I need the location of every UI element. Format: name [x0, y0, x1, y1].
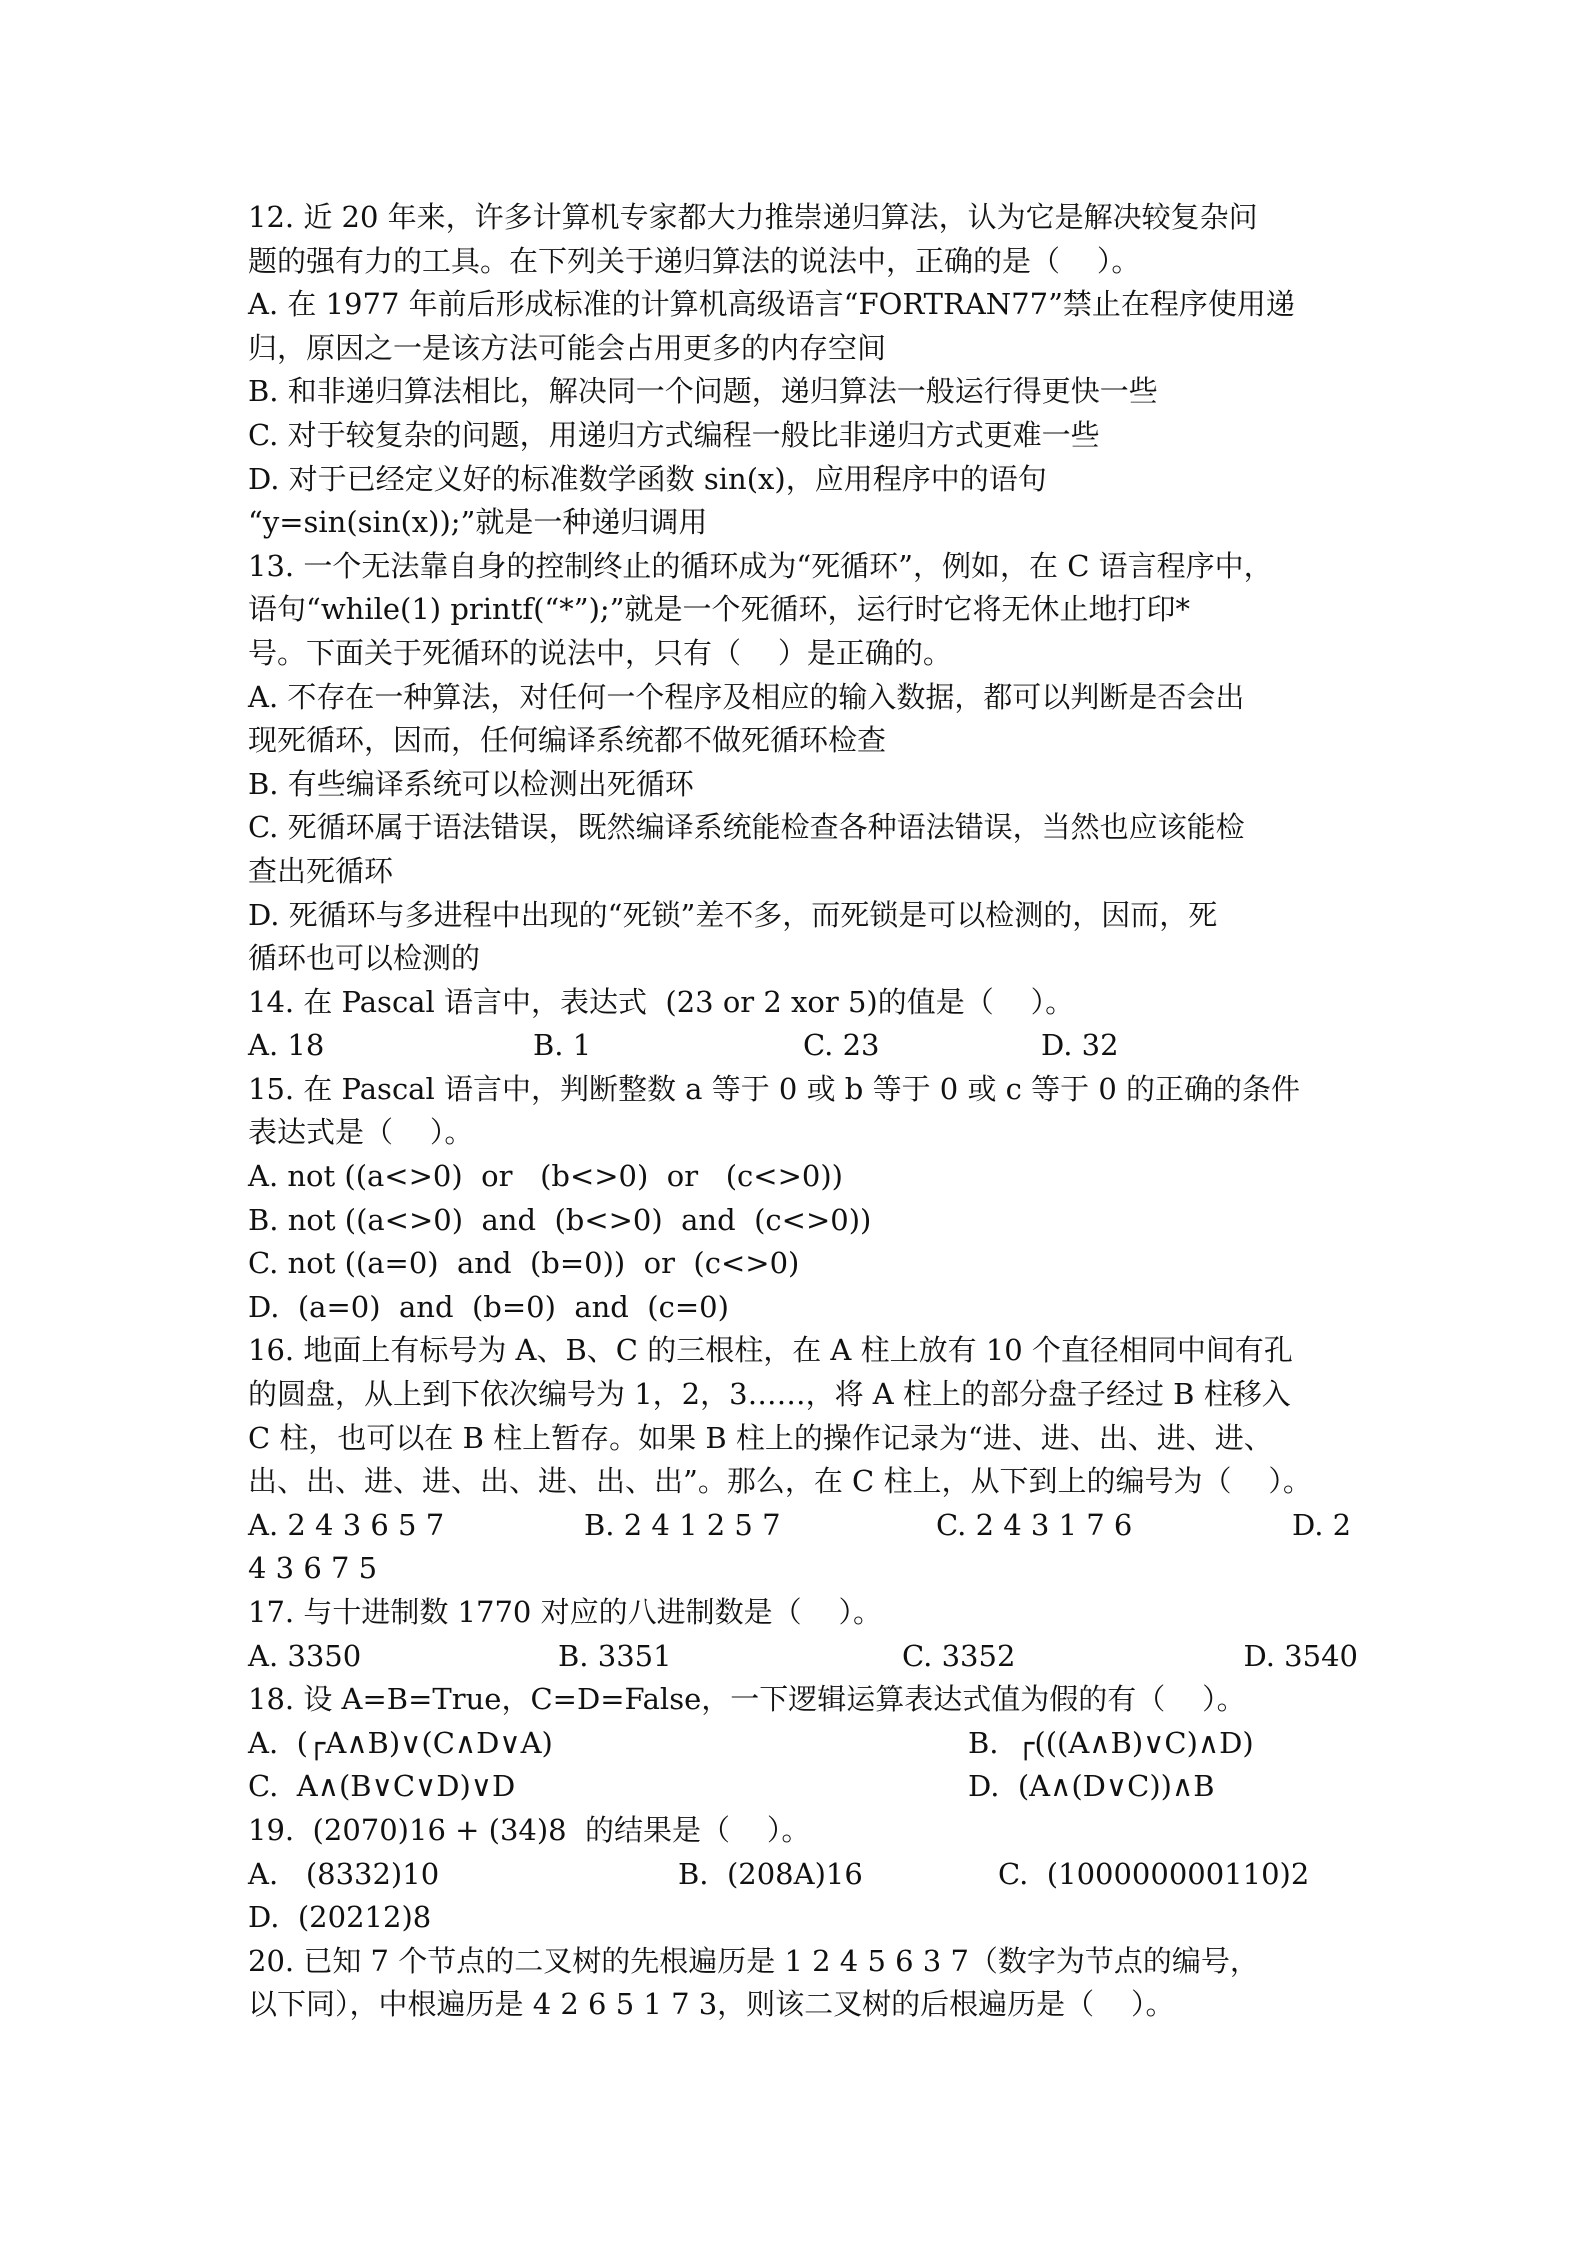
- question-15-stem-line: 15. 在 Pascal 语言中，判断整数 a 等于 0 或 b 等于 0 或 c 等于 0 的正确的条件: [248, 1071, 1301, 1106]
- question-16-option-d: D. 2: [1292, 1507, 1352, 1542]
- question-13-option-d: D. 死循环与多进程中出现的“死锁”差不多，而死锁是可以检测的，因而，死: [248, 897, 1218, 932]
- question-13-stem-line: 号。下面关于死循环的说法中，只有（ ）是正确的。: [248, 635, 952, 670]
- question-13-option-a: A. 不存在一种算法，对任何一个程序及相应的输入数据，都可以判断是否会出: [248, 679, 1245, 714]
- question-12-stem-line: 12. 近 20 年来，许多计算机专家都大力推崇递归算法，认为它是解决较复杂问: [248, 200, 1258, 234]
- question-19-option-b: B. (208A)16: [678, 1856, 863, 1891]
- question-18-options-row: [248, 1722, 1358, 1766]
- question-13-option-c-cont: 查出死循环: [248, 853, 394, 888]
- question-15-option-b: B. not ((a<>0) and (b<>0) and (c<>0)): [248, 1202, 872, 1237]
- question-12-option-c: C. 对于较复杂的问题，用递归方式编程一般比非递归方式更难一些: [248, 417, 1100, 452]
- question-19-option-c: C. (100000000110)2: [998, 1856, 1310, 1891]
- question-12: [248, 196, 1358, 545]
- question-16-options: [248, 1504, 1358, 1548]
- question-17-options: [248, 1635, 1358, 1679]
- question-17-option-a: A. 3350: [248, 1638, 362, 1673]
- question-18-options-row: [248, 1765, 1358, 1809]
- question-16-option-b: B. 2 4 1 2 5 7: [584, 1507, 781, 1542]
- question-14-option-a: A. 18: [248, 1028, 325, 1063]
- question-19-options: [248, 1853, 1358, 1897]
- question-17-stem-line: 17. 与十进制数 1770 对应的八进制数是（ ）。: [248, 1595, 882, 1629]
- question-15-option-a: A. not ((a<>0) or (b<>0) or (c<>0)): [248, 1159, 843, 1194]
- question-13-option-c: C. 死循环属于语法错误，既然编译系统能检查各种语法错误，当然也应该能检: [248, 810, 1245, 845]
- question-15-option-d: D. (a=0) and (b=0) and (c=0): [248, 1289, 729, 1324]
- question-16-stem-line: C 柱，也可以在 B 柱上暂存。如果 B 柱上的操作记录为“进、进、出、进、进、: [248, 1420, 1273, 1455]
- question-14: [248, 981, 1358, 1068]
- question-13-option-b: B. 有些编译系统可以检测出死循环: [248, 766, 694, 801]
- question-20-stem-line: 以下同），中根遍历是 4 2 6 5 1 7 3，则该二叉树的后根遍历是（ ）。: [248, 1987, 1175, 2022]
- question-19: [248, 1809, 1358, 1940]
- question-13-option-d-cont: 循环也可以检测的: [248, 941, 481, 976]
- question-16-stem-line: 16. 地面上有标号为 A、B、C 的三根柱，在 A 柱上放有 10 个直径相同中间有孔: [248, 1333, 1293, 1368]
- question-15-stem-line: 表达式是（ ）。: [248, 1115, 474, 1150]
- question-13-stem-line: 13. 一个无法靠自身的控制终止的循环成为“死循环”，例如，在 C 语言程序中，: [248, 548, 1273, 583]
- question-17-option-d: D. 3540: [1243, 1638, 1358, 1673]
- question-16-option-c: C. 2 4 3 1 7 6: [936, 1507, 1133, 1542]
- question-14-option-d: D. 32: [1041, 1028, 1119, 1063]
- question-20-stem-line: 20. 已知 7 个节点的二叉树的先根遍历是 1 2 4 5 6 3 7（数字为节点的编号，: [248, 1943, 1259, 1978]
- question-14-options: [248, 1024, 1358, 1068]
- question-17-option-b: B. 3351: [558, 1638, 672, 1673]
- question-18-option-a: A. (┌A∧B)∨(C∧D∨A): [248, 1725, 553, 1760]
- question-18: [248, 1678, 1358, 1809]
- question-13-option-a-cont: 现死循环，因而，任何编译系统都不做死循环检查: [248, 723, 887, 758]
- question-12-option-d: D. 对于已经定义好的标准数学函数 sin(x)，应用程序中的语句: [248, 461, 1047, 496]
- question-18-option-b: B. ┌(((A∧B)∨C)∧D): [968, 1725, 1254, 1760]
- question-12-option-b: B. 和非递归算法相比，解决同一个问题，递归算法一般运行得更快一些: [248, 374, 1158, 409]
- question-18-option-c: C. A∧(B∨C∨D)∨D: [248, 1769, 516, 1804]
- question-13-stem-line: 语句“while(1) printf(“*”);”就是一个死循环，运行时它将无休止地打印*: [248, 592, 1190, 627]
- question-12-option-a-cont: 归，原因之一是该方法可能会占用更多的内存空间: [248, 330, 887, 365]
- question-16-stem-line: 出、出、进、进、出、进、出、出”。那么，在 C 柱上，从下到上的编号为（ ）。: [248, 1464, 1312, 1499]
- question-17-option-c: C. 3352: [902, 1638, 1016, 1673]
- question-19-stem-line: 19. (2070)16 + (34)8 的结果是（ ）。: [248, 1812, 811, 1847]
- question-12-stem-line: 题的强有力的工具。在下列关于递归算法的说法中，正确的是（ ）。: [248, 243, 1141, 278]
- question-20: [248, 1940, 1358, 2027]
- question-14-stem-line: 14. 在 Pascal 语言中，表达式 (23 or 2 xor 5)的值是（ ）。: [248, 984, 1075, 1019]
- question-19-option-d: D. (20212)8: [248, 1900, 432, 1935]
- question-16-option-d-cont: 4 3 6 7 5: [248, 1551, 378, 1586]
- question-12-option-a: A. 在 1977 年前后形成标准的计算机高级语言“FORTRAN77”禁止在程序使用递: [248, 287, 1295, 322]
- question-16-stem-line: 的圆盘，从上到下依次编号为 1，2，3……，将 A 柱上的部分盘子经过 B 柱移入: [248, 1377, 1291, 1412]
- question-12-option-d-cont: “y=sin(sin(x));”就是一种递归调用: [248, 505, 708, 540]
- question-14-option-c: C. 23: [803, 1028, 880, 1063]
- question-19-option-a: A. (8332)10: [248, 1856, 440, 1891]
- question-13: [248, 545, 1358, 981]
- question-14-option-b: B. 1: [533, 1028, 592, 1063]
- question-18-option-d: D. (A∧(D∨C))∧B: [968, 1769, 1215, 1804]
- question-list: [248, 196, 1358, 2027]
- question-17: [248, 1591, 1358, 1678]
- question-16-option-a: A. 2 4 3 6 5 7: [248, 1507, 445, 1542]
- question-15-option-c: C. not ((a=0) and (b=0)) or (c<>0): [248, 1246, 800, 1281]
- question-15: [248, 1068, 1358, 1330]
- question-18-stem-line: 18. 设 A=B=True，C=D=False，一下逻辑运算表达式值为假的有（ ）。: [248, 1682, 1246, 1717]
- question-16: [248, 1329, 1358, 1591]
